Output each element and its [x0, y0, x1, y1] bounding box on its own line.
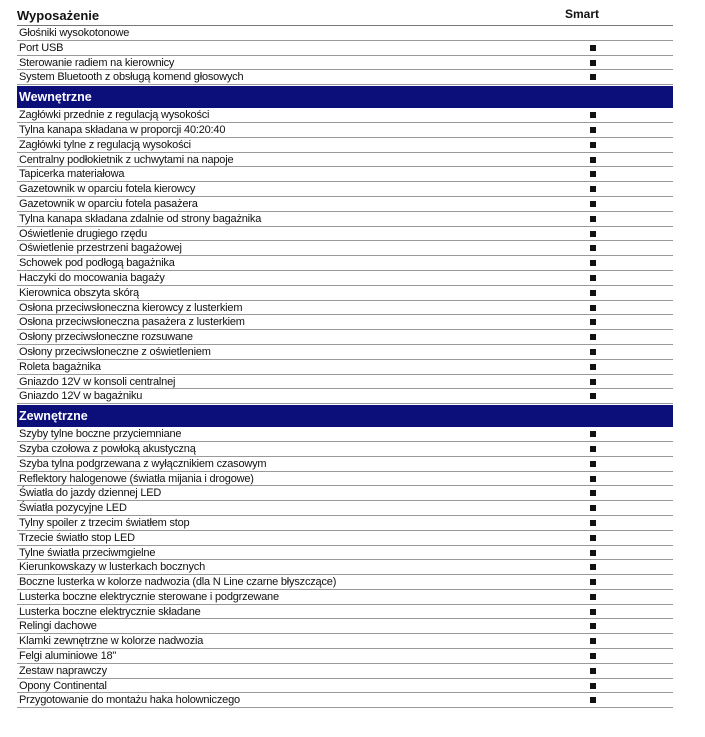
table-row [17, 26, 673, 41]
table-row [17, 182, 673, 197]
table-row [17, 442, 673, 457]
included-square-icon [590, 653, 596, 659]
feature-label: Centralny podłokietnik z uchwytami na napoje [19, 153, 234, 166]
table-row [17, 649, 673, 664]
included-square-icon [590, 535, 596, 541]
feature-label: Zagłówki tylne z regulacją wysokości [19, 138, 191, 151]
feature-label: Głośniki wysokotonowe [19, 27, 130, 39]
included-square-icon [590, 112, 596, 118]
header-column-smart: Smart [565, 7, 600, 21]
feature-label: Oświetlenie drugiego rzędu [19, 227, 148, 240]
feature-label: Opony Continental [19, 679, 107, 692]
table-row [17, 679, 673, 694]
table-row [17, 605, 673, 620]
included-square-icon [590, 579, 596, 585]
included-square-icon [590, 305, 596, 311]
included-square-icon [590, 74, 596, 80]
table-row [17, 330, 673, 345]
included-square-icon [590, 550, 596, 556]
feature-label: Przygotowanie do montażu haka holowniczego [19, 694, 240, 707]
included-square-icon [590, 638, 596, 644]
table-row [17, 41, 673, 56]
feature-label: Kierownica obszyta skórą [19, 286, 139, 299]
table-row [17, 389, 673, 404]
included-square-icon [590, 393, 596, 399]
feature-label: System Bluetooth z obsługą komend głosowych [19, 71, 244, 84]
feature-label: Tylny spoiler z trzecim światłem stop [19, 516, 190, 529]
feature-label: Szyby tylne boczne przyciemniane [19, 428, 182, 441]
feature-label: Zestaw naprawczy [19, 664, 107, 677]
included-square-icon [590, 260, 596, 266]
included-square-icon [590, 379, 596, 385]
feature-label: Osłony przeciwsłoneczne rozsuwane [19, 331, 193, 344]
table-row [17, 457, 673, 472]
table-header [17, 0, 673, 26]
included-square-icon [590, 60, 596, 66]
included-square-icon [590, 290, 596, 296]
feature-label: Lusterka boczne elektrycznie składane [19, 605, 201, 618]
feature-label: Tylne światła przeciwmgielne [19, 546, 156, 559]
included-square-icon [590, 127, 596, 133]
table-row [17, 427, 673, 442]
included-square-icon [590, 461, 596, 467]
table-row [17, 167, 673, 182]
included-square-icon [590, 476, 596, 482]
section-header: Zewnętrzne [17, 405, 673, 427]
table-row [17, 501, 673, 516]
feature-label: Relingi dachowe [19, 620, 97, 633]
feature-label: Zagłówki przednie z regulacją wysokości [19, 109, 210, 122]
table-row [17, 301, 673, 316]
included-square-icon [590, 186, 596, 192]
table-row [17, 56, 673, 71]
table-row [17, 138, 673, 153]
feature-label: Boczne lusterka w kolorze nadwozia (dla N Line czarne błyszczące) [19, 576, 337, 589]
table-row [17, 516, 673, 531]
feature-label: Klamki zewnętrzne w kolorze nadwozia [19, 635, 204, 648]
table-row [17, 472, 673, 487]
feature-label: Trzecie światło stop LED [19, 531, 135, 544]
feature-label: Szyba tylna podgrzewana z wyłącznikiem czasowym [19, 457, 267, 470]
feature-label: Schowek pod podłogą bagażnika [19, 257, 175, 270]
table-row [17, 108, 673, 123]
included-square-icon [590, 364, 596, 370]
table-row [17, 486, 673, 501]
feature-label: Kierunkowskazy w lusterkach bocznych [19, 561, 205, 574]
included-square-icon [590, 683, 596, 689]
feature-label: Gazetownik w oparciu fotela pasażera [19, 197, 198, 210]
included-square-icon [590, 334, 596, 340]
header-title: Wyposażenie [17, 8, 100, 23]
included-square-icon [590, 171, 596, 177]
feature-label: Lusterka boczne elektrycznie sterowane i podgrzewane [19, 590, 279, 603]
equipment-table [17, 0, 673, 708]
included-square-icon [590, 319, 596, 325]
included-square-icon [590, 231, 596, 237]
table-row [17, 531, 673, 546]
included-square-icon [590, 45, 596, 51]
included-square-icon [590, 623, 596, 629]
feature-label: Oświetlenie przestrzeni bagażowej [19, 242, 182, 255]
feature-label: Port USB [19, 41, 64, 54]
included-square-icon [590, 446, 596, 452]
included-square-icon [590, 564, 596, 570]
feature-label: Gazetownik w oparciu fotela kierowcy [19, 183, 196, 196]
table-row [17, 634, 673, 649]
table-row [17, 123, 673, 138]
table-row [17, 212, 673, 227]
table-row [17, 256, 673, 271]
feature-label: Osłony przeciwsłoneczne z oświetleniem [19, 345, 211, 358]
included-square-icon [590, 520, 596, 526]
feature-label: Reflektory halogenowe (światła mijania i drogowe) [19, 472, 254, 485]
feature-label: Tapicerka materiałowa [19, 168, 125, 181]
feature-label: Szyba czołowa z powłoką akustyczną [19, 442, 196, 455]
included-square-icon [590, 216, 596, 222]
table-body [17, 26, 673, 708]
table-row [17, 227, 673, 242]
table-row [17, 241, 673, 256]
table-row [17, 560, 673, 575]
table-row [17, 693, 673, 708]
table-row [17, 619, 673, 634]
table-row [17, 664, 673, 679]
feature-label: Światła pozycyjne LED [19, 502, 127, 515]
section-header: Wewnętrzne [17, 86, 673, 108]
feature-label: Roleta bagażnika [19, 360, 101, 373]
table-row [17, 70, 673, 85]
table-row [17, 197, 673, 212]
included-square-icon [590, 431, 596, 437]
included-square-icon [590, 490, 596, 496]
feature-label: Sterowanie radiem na kierownicy [19, 56, 175, 69]
included-square-icon [590, 609, 596, 615]
included-square-icon [590, 697, 596, 703]
feature-label: Gniazdo 12V w konsoli centralnej [19, 375, 176, 388]
table-row [17, 315, 673, 330]
feature-label: Osłona przeciwsłoneczna pasażera z lusterkiem [19, 316, 245, 329]
feature-label: Światła do jazdy dziennej LED [19, 487, 162, 500]
included-square-icon [590, 668, 596, 674]
table-row [17, 590, 673, 605]
included-square-icon [590, 275, 596, 281]
table-row [17, 375, 673, 390]
table-row [17, 286, 673, 301]
included-square-icon [590, 142, 596, 148]
feature-label: Felgi aluminiowe 18" [19, 650, 117, 663]
feature-label: Tylna kanapa składana w proporcji 40:20:40 [19, 123, 226, 136]
table-row [17, 546, 673, 561]
included-square-icon [590, 594, 596, 600]
included-square-icon [590, 505, 596, 511]
table-row [17, 360, 673, 375]
feature-label: Gniazdo 12V w bagażniku [19, 390, 143, 403]
included-square-icon [590, 201, 596, 207]
table-row [17, 575, 673, 590]
feature-label: Tylna kanapa składana zdalnie od strony bagażnika [19, 212, 262, 225]
feature-label: Haczyki do mocowania bagaży [19, 271, 165, 284]
feature-label: Osłona przeciwsłoneczna kierowcy z lusterkiem [19, 301, 243, 314]
included-square-icon [590, 245, 596, 251]
table-row [17, 345, 673, 360]
table-row [17, 153, 673, 168]
table-row [17, 271, 673, 286]
included-square-icon [590, 349, 596, 355]
included-square-icon [590, 157, 596, 163]
